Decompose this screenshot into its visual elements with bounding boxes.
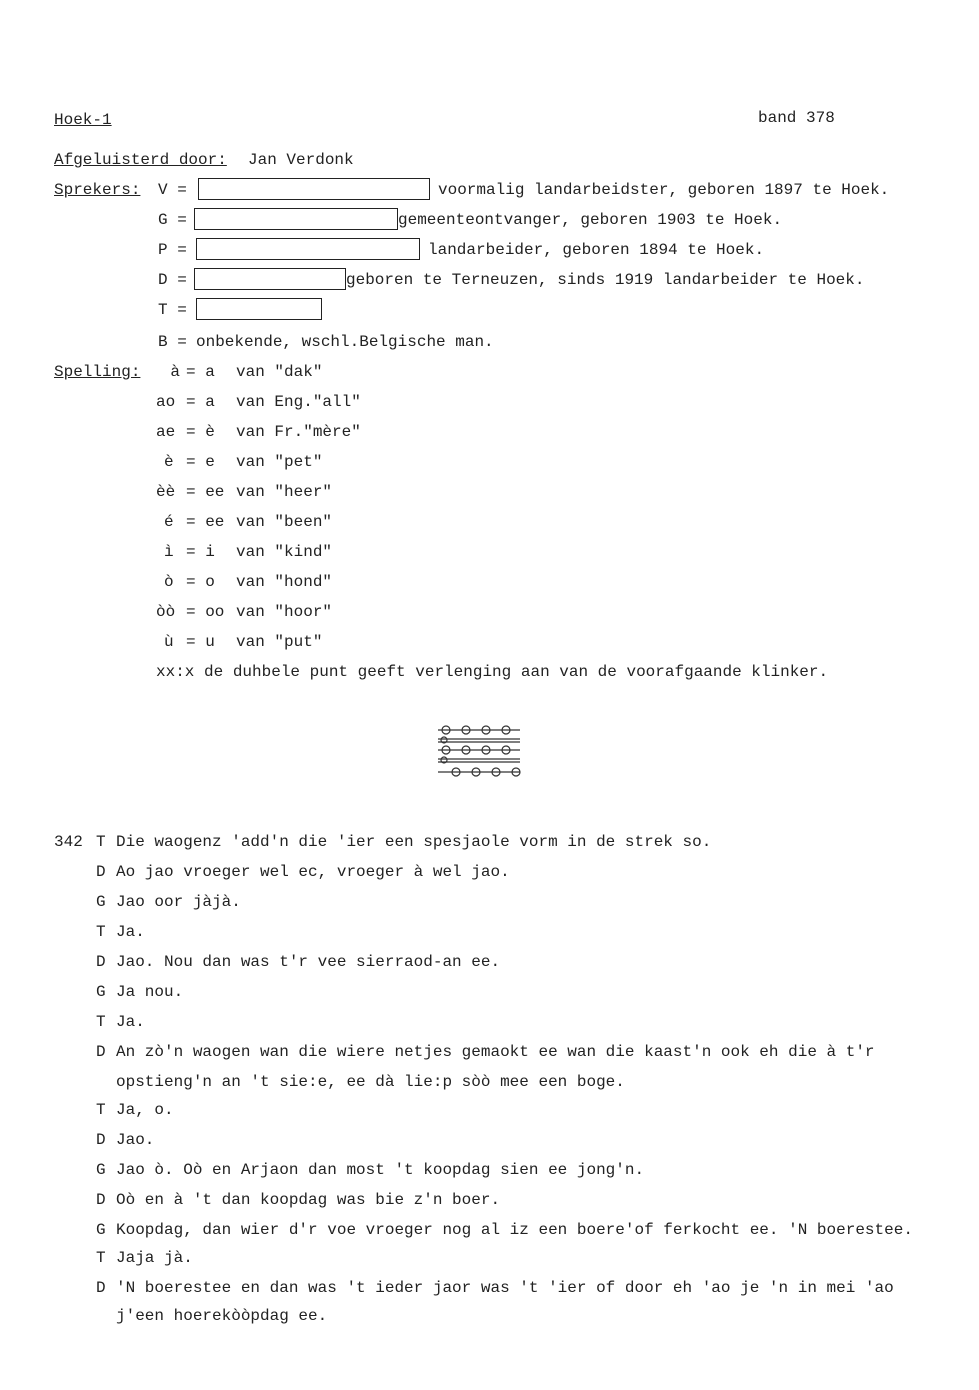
speaker-code: V = [158,181,187,199]
speaker-tag: D [96,1043,106,1061]
utterance: 'N boerestee en dan was 't ieder jaor was 't 'ier of door eh 'ao je 'n in mei 'ao [116,1279,894,1297]
speaker-tag: G [96,1161,106,1179]
spelling-equiv: = e [186,453,215,471]
speaker-tag: D [96,1191,106,1209]
utterance: Jao. [116,1131,155,1149]
spelling-symbol: ae [156,423,176,441]
speaker-code: P = [158,241,187,259]
speaker-tag: T [96,1101,106,1119]
spelling-equiv: = ee [186,513,225,531]
spelling-label: Spelling: [54,363,141,381]
spelling-example: van "been" [236,513,333,531]
utterance: Ao jao vroeger wel ec, vroeger à wel jao. [116,863,510,881]
speaker-code: D = [158,271,187,289]
utterance: Ja, o. [116,1101,174,1119]
band-number: band 378 [758,109,835,127]
utterance: opstieng'n an 't sie:e, ee dà lie:p sòò mee een boge. [116,1073,625,1091]
utterance: j'een hoerekòòpdag ee. [116,1307,328,1325]
spelling-symbol: è [164,453,174,471]
speaker-tag: G [96,983,106,1001]
speaker-code: T = [158,301,187,319]
speaker-tag: T [96,923,106,941]
spelling-equiv: = o [186,573,215,591]
speaker-description: geboren te Terneuzen, sinds 1919 landarbeider te Hoek. [346,271,865,289]
speaker-tag: D [96,953,106,971]
speaker-tag: D [96,1279,106,1297]
spelling-equiv: = ee [186,483,225,501]
speaker-tag: T [96,833,106,851]
spelling-symbol: òò [156,603,176,621]
spelling-symbol: é [164,513,174,531]
utterance: Die waogenz 'add'n die 'ier een spesjaole vorm in de strek so. [116,833,712,851]
spelling-symbol: ì [164,543,174,561]
utterance: Ja. [116,1013,145,1031]
utterance: Jao ò. Oò en Arjaon dan most 't koopdag sien ee jong'n. [116,1161,645,1179]
redacted-name-box [196,298,322,320]
speaker-description: onbekende, wschl.Belgische man. [196,333,494,351]
spelling-example: van "heer" [236,483,333,501]
speaker-tag: D [96,863,106,881]
speaker-tag: T [96,1249,106,1267]
spelling-equiv: = oo [186,603,225,621]
speaker-tag: T [96,1013,106,1031]
utterance: Jaja jà. [116,1249,193,1267]
utterance: Jao. Nou dan was t'r vee sierraod-an ee. [116,953,501,971]
typewriter-ornament [434,722,524,778]
redacted-name-box [196,238,420,260]
spelling-note: xx:x de duhbele punt geeft verlenging aan van de voorafgaande klinker. [156,663,829,681]
afgeluisterd-label: Afgeluisterd door: [54,151,227,169]
spelling-equiv: = i [186,543,215,561]
utterance: Oò en à 't dan koopdag was bie z'n boer. [116,1191,501,1209]
transcript-line-number: 342 [54,833,83,851]
spelling-equiv: = u [186,633,215,651]
utterance: Koopdag, dan wier d'r voe vroeger nog al iz een boere'of ferkocht ee. 'N boerestee. [116,1221,913,1239]
speaker-description: landarbeider, geboren 1894 te Hoek. [428,241,765,259]
speaker-description: voormalig landarbeidster, geboren 1897 te Hoek. [438,181,890,199]
spelling-equiv: = è [186,423,215,441]
spelling-example: van "hoor" [236,603,333,621]
speaker-tag: G [96,1221,106,1239]
spelling-example: van "kind" [236,543,333,561]
spelling-example: van Fr."mère" [236,423,361,441]
speaker-code: G = [158,211,187,229]
spelling-symbol: ù [164,633,174,651]
speaker-description: gemeenteontvanger, geboren 1903 te Hoek. [398,211,783,229]
sprekers-label: Sprekers: [54,181,141,199]
utterance: Ja nou. [116,983,184,1001]
redacted-name-box [194,268,346,290]
utterance: Jao oor jàjà. [116,893,241,911]
spelling-equiv: = a [186,363,215,381]
redacted-name-box [194,208,398,230]
spelling-example: van "dak" [236,363,323,381]
redacted-name-box [198,178,430,200]
utterance: Ja. [116,923,145,941]
spelling-equiv: = a [186,393,215,411]
spelling-symbol: à [170,363,180,381]
speaker-tag: G [96,893,106,911]
speaker-tag: D [96,1131,106,1149]
spelling-example: van "pet" [236,453,323,471]
afgeluisterd-name: Jan Verdonk [248,151,354,169]
document-title: Hoek-1 [54,111,112,129]
spelling-symbol: ao [156,393,176,411]
spelling-example: van "hond" [236,573,333,591]
spelling-symbol: èè [156,483,176,501]
spelling-example: van Eng."all" [236,393,361,411]
utterance: An zò'n waogen wan die wiere netjes gemaokt ee wan die kaast'n ook eh die à t'r [116,1043,875,1061]
speaker-code: B = [158,333,187,351]
spelling-symbol: ò [164,573,174,591]
spelling-example: van "put" [236,633,323,651]
